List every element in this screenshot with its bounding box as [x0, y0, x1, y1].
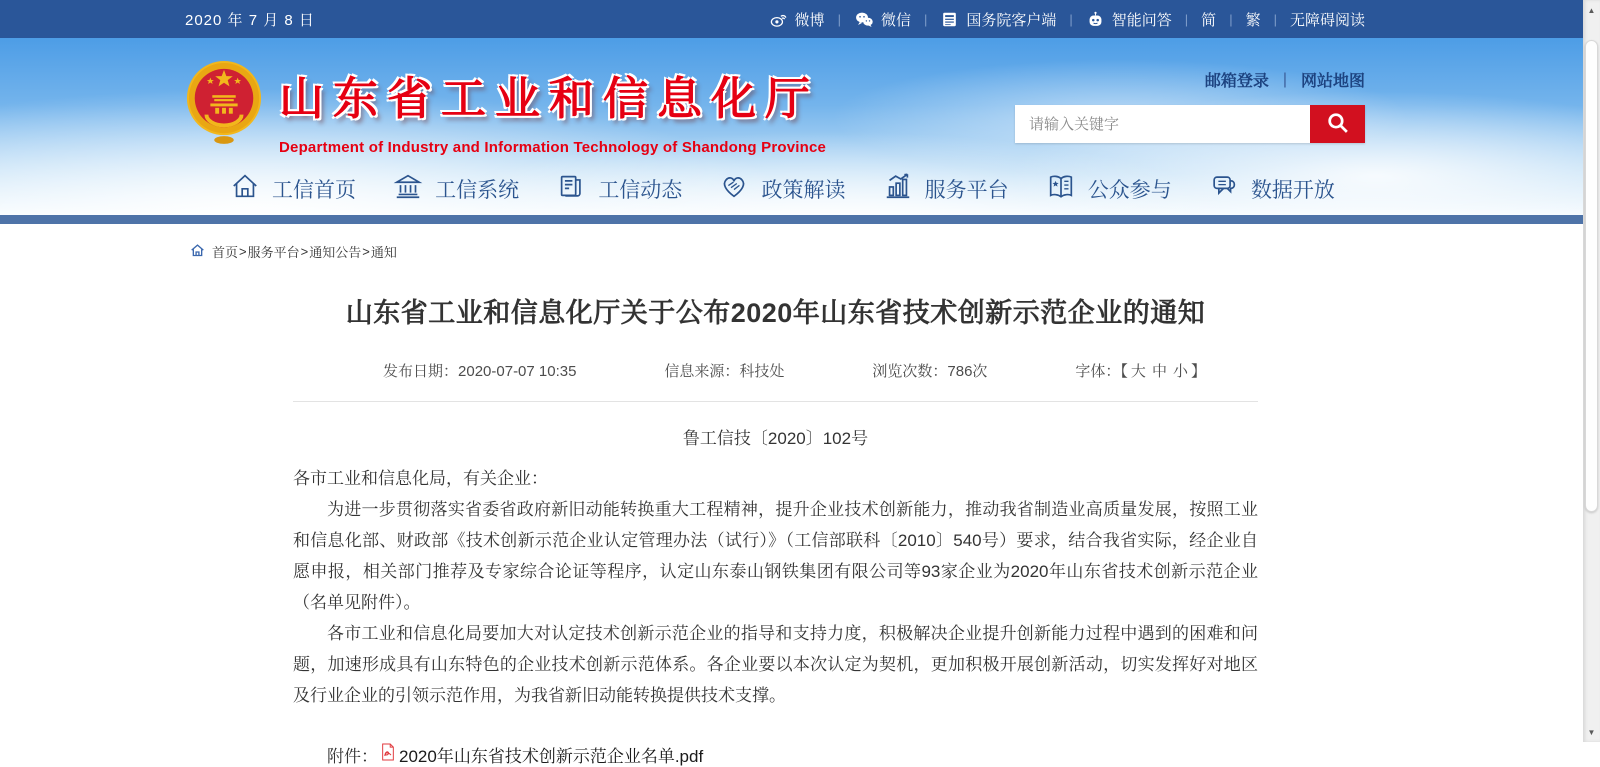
wechat-icon [854, 10, 874, 29]
separator: | [1069, 11, 1073, 27]
attachment-link[interactable] [378, 742, 703, 767]
view-count: 浏览次数：786次 [872, 363, 988, 380]
main-nav [185, 171, 1365, 207]
paragraph: 为进一步贯彻落实省委省政府新旧动能转换重大工程精神，提升企业技术创新能力，推动我省制造业高质量发展，按照工业和信息化部、财政部《技术创新示范企业认定管理办法（试行）》（工信部联科〔2010〕540号）要求，结合我省实际，经企业自愿申报，相关部门推荐及专家综合论证等程序，认定山东泰山钢铁集团有限公司等93家企业为2020年山东省技术创新示范企业（名单见附件）。 [293, 500, 1258, 612]
simplified-link[interactable]: 简 [1201, 11, 1217, 29]
attachment-filename: 2020年山东省技术创新示范企业名单.pdf [399, 747, 704, 766]
traditional-link[interactable]: 繁 [1245, 11, 1261, 29]
font-size-selector: 字体：【 大 中 小 】 [1075, 363, 1206, 380]
site-subtitle: Department of Industry and Information Technology of Shandong Province [279, 139, 827, 156]
site-title: 山东省工业和信息化厅 [279, 73, 820, 124]
font-size-large[interactable]: 大 [1130, 363, 1146, 380]
scrollbar[interactable] [1583, 0, 1600, 742]
site-banner [0, 38, 1600, 215]
breadcrumb [190, 242, 1600, 261]
nav-item-system[interactable]: 工信系统 [393, 171, 519, 207]
article-body [293, 463, 1258, 711]
book-icon [1046, 171, 1076, 207]
policy-heart-icon [719, 171, 749, 207]
sitemap-link[interactable]: 网站地图 [1300, 73, 1365, 90]
separator: | [1282, 70, 1287, 88]
breadcrumb-home[interactable]: 首页 [212, 245, 239, 260]
accessibility-link[interactable]: 无障碍阅读 [1289, 11, 1365, 29]
nav-item-policy[interactable]: 政策解读 [719, 171, 845, 207]
separator: | [837, 11, 841, 27]
publish-date: 发布日期：2020-07-07 10:35 [383, 363, 577, 380]
home-small-icon [190, 243, 212, 261]
info-source: 信息来源：科技处 [664, 363, 785, 380]
doc-number: 鲁工信技〔2020〕102号 [682, 429, 869, 448]
nav-item-data[interactable]: 数据开放 [1209, 171, 1335, 207]
separator: | [923, 11, 928, 27]
salutation: 各市工业和信息化局，有关企业： [293, 469, 548, 488]
date-display: 2020 年 7 月 8 日 [185, 11, 315, 29]
scrollbar-up-arrow[interactable]: ▲ [1587, 5, 1596, 15]
smart-qa-link[interactable]: 智能问答 [1086, 9, 1172, 30]
chart-icon [883, 171, 913, 207]
breadcrumb-separator: > [362, 244, 370, 259]
nav-item-home[interactable]: 工信首页 [230, 171, 356, 207]
home-icon [230, 171, 260, 207]
divider-bar [0, 215, 1600, 224]
breadcrumb-notice[interactable]: 通知 [370, 245, 397, 260]
nav-item-service[interactable]: 服务平台 [883, 171, 1009, 207]
attachment-label: 附件： [327, 747, 378, 766]
nav-item-participation[interactable]: 公众参与 [1046, 171, 1172, 207]
separator: | [1273, 11, 1277, 27]
article-meta [293, 360, 1258, 402]
pdf-icon [378, 743, 399, 766]
font-size-medium[interactable]: 中 [1151, 363, 1167, 380]
gov-client-link[interactable]: 国务院客户端 [940, 9, 1056, 30]
scrollbar-down-arrow[interactable]: ▼ [1587, 727, 1596, 737]
weibo-icon [769, 10, 788, 29]
separator: | [1229, 11, 1233, 27]
content-area [0, 224, 1600, 767]
breadcrumb-separator: > [239, 244, 247, 259]
gov-client-icon [940, 10, 959, 29]
search-icon [1325, 110, 1350, 138]
topbar [0, 0, 1600, 38]
weibo-link[interactable]: 微博 [769, 9, 825, 30]
topbar-links [769, 9, 1365, 30]
article-title: 山东省工业和信息化厅关于公布2020年山东省技术创新示范企业的通知 [345, 298, 1206, 328]
article [293, 291, 1258, 767]
breadcrumb-notices[interactable]: 通知公告 [309, 245, 362, 260]
breadcrumb-service[interactable]: 服务平台 [247, 245, 300, 260]
national-emblem [185, 58, 263, 146]
wechat-link[interactable]: 微信 [854, 9, 911, 30]
attachment-row [293, 742, 1258, 767]
search-input[interactable] [1015, 105, 1310, 143]
search-button[interactable] [1310, 105, 1365, 143]
chat-bubbles-icon [1209, 171, 1239, 207]
mail-login-link[interactable]: 邮箱登录 [1204, 73, 1269, 90]
news-icon [556, 171, 586, 207]
quick-links [1205, 68, 1365, 91]
font-size-small[interactable]: 小 [1172, 363, 1188, 380]
breadcrumb-separator: > [300, 244, 309, 259]
nav-item-news[interactable]: 工信动态 [556, 171, 682, 207]
search-bar [1015, 105, 1365, 143]
bank-icon [393, 171, 423, 207]
scrollbar-thumb[interactable] [1585, 40, 1598, 512]
robot-icon [1086, 10, 1105, 29]
separator: | [1184, 11, 1189, 27]
site-title-block [279, 58, 826, 156]
paragraph: 各市工业和信息化局要加大对认定技术创新示范企业的指导和支持力度，积极解决企业提升创新能力过程中遇到的困难和问题，加速形成具有山东特色的企业技术创新示范体系。各企业要以本次认定为契机，更加积极开展创新活动，切实发挥好对地区及行业企业的引领示范作用，为我省新旧动能转换提供技术支撑。 [293, 624, 1258, 705]
